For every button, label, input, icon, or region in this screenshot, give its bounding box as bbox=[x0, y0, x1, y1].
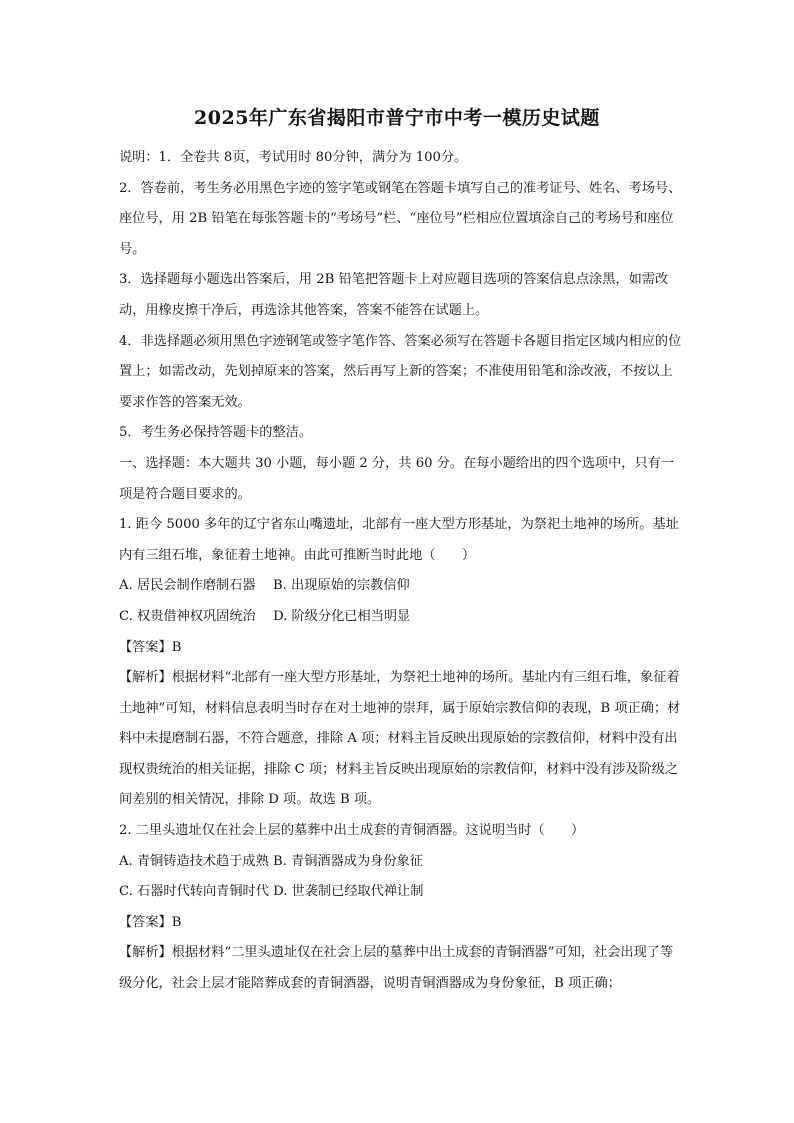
instruction-2: 2．答卷前，考生务必用黑色字迹的签字笔或钢笔在答题卡填写自己的准考证号、姓名、考场号、座位号，用 2B 铅笔在每张答题卡的“考场号”栏、“座位号”栏相应位置填涂自己的考场号和座位号。 bbox=[119, 180, 682, 257]
question-2-answer: 【答案】B bbox=[119, 914, 182, 930]
instruction-4: 4．非选择题必须用黑色字迹钢笔或签字笔作答、答案必须写在答题卡各题目指定区域内相应的位置上；如需改动，先划掉原来的答案，然后再写上新的答案；不准使用铅笔和涂改液，不按以上要求作答的答案无效。 bbox=[119, 333, 682, 410]
question-1-stem: 1. 距今 5000 多年的辽宁省东山嘴遗址，北部有一座大型方形基址，为祭祀土地神的场所。基址内有三组石堆，象征着土地神。由此可推断当时此地（ ） bbox=[119, 517, 679, 563]
instruction-1: 说明：1．全卷共 8页，考试用时 80分钟，满分为 100分。 bbox=[119, 150, 468, 165]
page-title: 2025年广东省揭阳市普宁市中考一模历史试题 bbox=[194, 107, 600, 129]
question-1-options-cd: C. 权贵借神权巩固统治 D. 阶级分化已相当明显 bbox=[119, 608, 411, 624]
instruction-3: 3．选择题每小题选出答案后，用 2B 铅笔把答题卡上对应题目选项的答案信息点涂黑，如需改动，用橡皮擦干净后，再选涂其他答案，答案不能答在试题上。 bbox=[119, 272, 669, 318]
document-body bbox=[119, 143, 685, 1000]
question-2-options-ab: A. 青铜铸造技术趋于成熟 B. 青铜酒器成为身份象征 bbox=[119, 853, 423, 869]
section-heading: 一、选择题：本大题共 30 小题，每小题 2 分，共 60 分。在每小题给出的四个选项中，只有一项是符合题目要求的。 bbox=[119, 455, 675, 502]
question-1-options-ab: A. 居民会制作磨制石器 B. 出现原始的宗教信仰 bbox=[119, 578, 410, 594]
question-1-answer: 【答案】B bbox=[119, 639, 182, 655]
question-2-stem: 2. 二里头遗址仅在社会上层的墓葬中出土成套的青铜酒器。这说明当时（ ） bbox=[119, 823, 585, 839]
question-2-options-cd: C. 石器时代转向青铜时代 D. 世袭制已经取代禅让制 bbox=[119, 884, 424, 900]
question-1-analysis: 【解析】根据材料“北部有一座大型方形基址，为祭祀土地神的场所。基址内有三组石堆，象征着土地神”可知，材料信息表明当时存在对土地神的崇拜，属于原始宗教信仰的表现，B 项正确；材料中未提磨制石器，不符合题意，排除 A 项；材料主旨反映出现原始的宗教信仰，材料中没有出现权贵统治的相关证据，排除 C 项；材料主旨反映出现原始的宗教信仰，材料中没有涉及阶级之间差别的相关情况，排除 D 项。故选 B 项。 bbox=[119, 670, 681, 808]
instruction-5: 5．考生务必保持答题卡的整洁。 bbox=[119, 425, 313, 441]
question-2-analysis: 【解析】根据材料“二里头遗址仅在社会上层的墓葬中出土成套的青铜酒器”可知，社会出现了等级分化，社会上层才能陪葬成套的青铜酒器，说明青铜酒器成为身份象征，B 项正确； bbox=[119, 945, 674, 992]
